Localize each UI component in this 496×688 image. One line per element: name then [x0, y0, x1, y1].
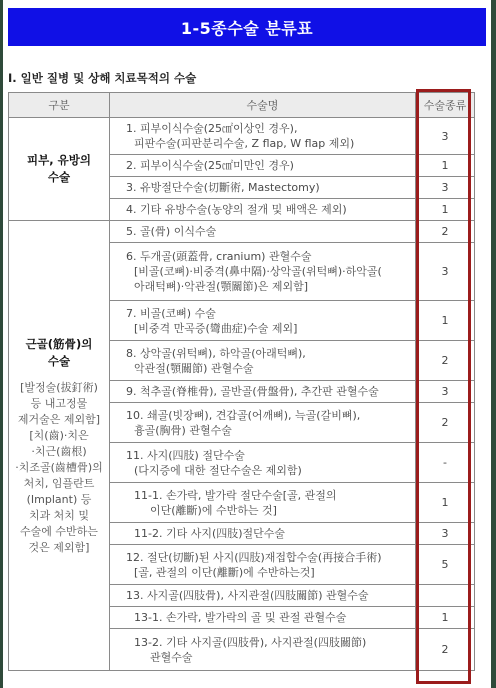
surgery-name: [110, 523, 416, 545]
category-title: 수술: [47, 353, 71, 368]
surgery-name-line: 11-2. 기타 사지(四肢)절단수술: [134, 527, 286, 540]
surgery-name-line: 1. 피부이식수술(25㎠이상인 경우),: [126, 122, 298, 135]
surgery-name-line: 8. 상악골(위턱뼈), 하악골(아래턱뼈),: [126, 346, 306, 360]
category-note-line: 치과 처치 및: [28, 508, 90, 522]
surgery-name-line: 11-1. 손가락, 발가락 절단수술[골, 관절의: [134, 488, 337, 502]
surgery-name-line: [비중격 만곡증(彎曲症)수술 제외]: [134, 321, 298, 335]
table-row: [9, 221, 475, 243]
category-note-line: 수술에 수반하는: [20, 524, 98, 538]
document-page: [3, 0, 491, 688]
surgery-class: [416, 585, 475, 607]
table-row: [9, 118, 475, 155]
surgery-name-line: 3. 유방절단수술(切斷術, Mastectomy): [126, 181, 320, 194]
surgery-class: 3: [416, 243, 475, 301]
page-title: 1-5종수술 분류표: [8, 8, 486, 46]
surgery-class: -: [416, 443, 475, 483]
surgery-class: 3: [416, 118, 475, 155]
surgery-name: [110, 177, 416, 199]
surgery-class: 3: [416, 381, 475, 403]
surgery-name: [110, 221, 416, 243]
category-note-line: 처치, 임플란트: [23, 476, 95, 490]
category-note-line: [발정술(拔釘術): [20, 380, 98, 394]
surgery-class: 2: [416, 221, 475, 243]
surgery-name-line: [비골(코뼈)·비중격(鼻中隔)·상악골(위턱뼈)·하악골(: [134, 265, 382, 278]
surgery-name: [110, 381, 416, 403]
surgery-name-line: 관혈수술: [150, 650, 193, 664]
surgery-name-line: 5. 골(骨) 이식수술: [126, 225, 217, 238]
surgery-name-line: 흉골(胸骨) 관혈수술: [134, 423, 232, 437]
surgery-name-line: 13-1. 손가락, 발가락의 골 및 관절 관혈수술: [134, 611, 347, 624]
surgery-name-line: 11. 사지(四肢) 절단수술: [126, 448, 245, 462]
surgery-name-line: 악관절(顎關節) 관혈수술: [134, 361, 254, 375]
header-surgery-name: 수술명: [110, 93, 416, 118]
category-title: 근골(筋骨)의: [25, 336, 93, 351]
surgery-name: [110, 545, 416, 585]
surgery-name: [110, 403, 416, 443]
surgery-name: [110, 483, 416, 523]
category-title: 피부, 유방의: [27, 153, 91, 167]
table-header-row: [9, 93, 475, 118]
surgery-name-line: 6. 두개골(頭蓋骨, cranium) 관혈수술: [126, 250, 312, 263]
surgery-name-line: [골, 관절의 이단(離斷)에 수반하는것]: [134, 565, 315, 579]
surgery-class: 1: [416, 199, 475, 221]
header-category: 구분: [9, 93, 110, 118]
surgery-name-line: 9. 척추골(脊椎骨), 골반골(骨盤骨), 추간판 관혈수술: [126, 385, 379, 398]
surgery-name-line: 12. 절단(切斷)된 사지(四肢)재접합수술(再接合手術): [126, 550, 382, 564]
category-skin-breast: [9, 118, 110, 221]
surgery-class: 1: [416, 607, 475, 629]
surgery-name-line: 10. 쇄골(빗장뼈), 견갑골(어깨뼈), 늑골(갈비뼈),: [126, 408, 361, 422]
surgery-name-line: 피판수술(피판분리수술, Z flap, W flap 제외): [134, 137, 355, 150]
surgery-name-line: 2. 피부이식수술(25㎠미만인 경우): [126, 159, 294, 172]
surgery-name: [110, 301, 416, 341]
surgery-name-line: 7. 비골(코뼈) 수술: [126, 306, 216, 320]
surgery-class: 5: [416, 545, 475, 585]
surgery-class: 3: [416, 177, 475, 199]
surgery-name: [110, 118, 416, 155]
category-note-line: (Implant) 등: [26, 492, 92, 506]
surgery-name-line: 13. 사지골(四肢骨), 사지관절(四肢關節) 관혈수술: [126, 589, 369, 602]
surgery-class: 3: [416, 523, 475, 545]
surgery-name-line: 아래턱뼈)·악관절(顎關節)은 제외함]: [134, 280, 309, 293]
surgery-name: [110, 629, 416, 671]
surgery-name: [110, 585, 416, 607]
surgery-class: 1: [416, 155, 475, 177]
surgery-class: 1: [416, 483, 475, 523]
surgery-name-line: 4. 기타 유방수술(농양의 절개 및 배액은 제외): [126, 203, 347, 216]
surgery-name-line: (다지증에 대한 절단수술은 제외함): [134, 463, 302, 477]
category-musculoskeletal: [9, 221, 110, 671]
category-note-line: 것은 제외함]: [28, 540, 90, 554]
surgery-name: [110, 199, 416, 221]
category-note-line: 제거술은 제외함]: [17, 412, 101, 426]
surgery-classification-table: [8, 92, 475, 671]
surgery-class: 2: [416, 341, 475, 381]
section-heading: Ⅰ. 일반 질병 및 상해 치료목적의 수술: [8, 71, 197, 85]
surgery-class: 2: [416, 629, 475, 671]
category-note-line: ·치조골(齒槽骨)의: [15, 460, 103, 474]
surgery-name-line: 이단(離斷)에 수반하는 것]: [150, 503, 277, 517]
surgery-name: [110, 155, 416, 177]
category-title: 수술: [47, 170, 71, 184]
surgery-name: [110, 443, 416, 483]
category-note-line: 등 내고정물: [30, 396, 88, 410]
surgery-name: [110, 607, 416, 629]
category-note-line: [치(齒)·치은: [29, 428, 89, 442]
category-note: [15, 380, 103, 556]
surgery-name: [110, 341, 416, 381]
surgery-name: [110, 243, 416, 301]
surgery-class: 2: [416, 403, 475, 443]
header-surgery-class: 수술종류: [416, 93, 475, 118]
surgery-name-line: 13-2. 기타 사지골(四肢骨), 사지관절(四肢關節): [134, 635, 367, 649]
category-note-line: ·치근(齒根): [31, 444, 87, 458]
surgery-class: 1: [416, 301, 475, 341]
